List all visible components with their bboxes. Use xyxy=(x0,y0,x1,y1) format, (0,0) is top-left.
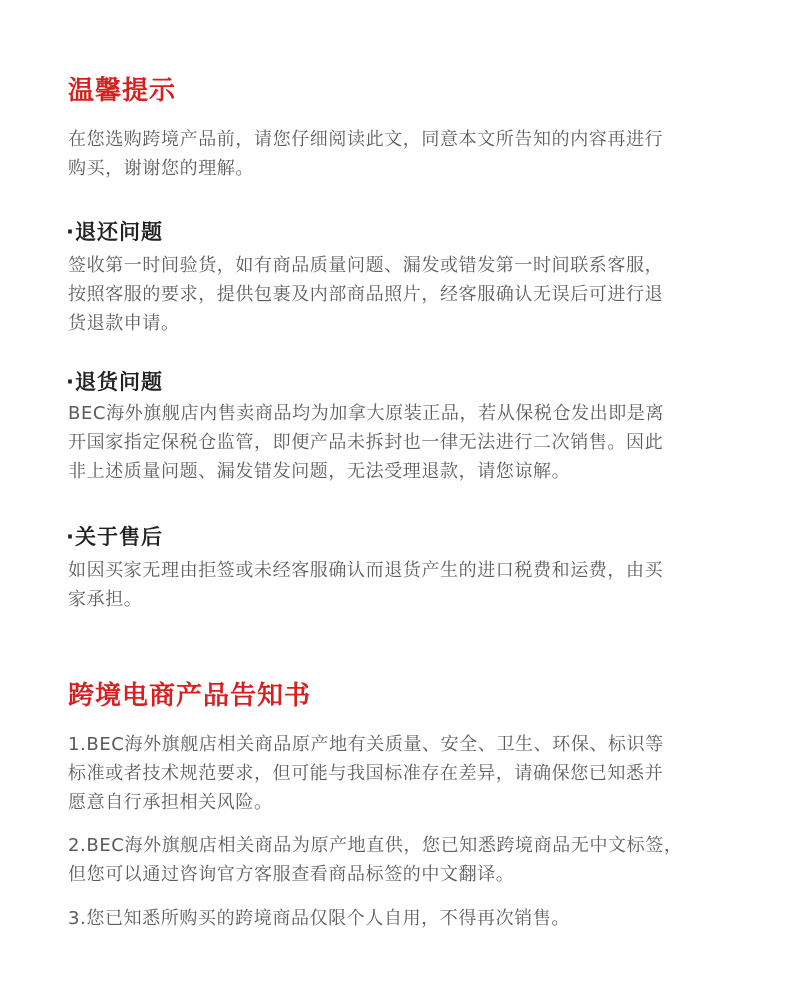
disclosure-line: 但您可以通过咨询官方客服查看商品标签的中文翻译。 xyxy=(68,864,515,885)
return-policy-line: 按照客服的要求，提供包裹及内部商品照片，经客服确认无误后可进行退 xyxy=(68,284,664,305)
disclosure-item-3 xyxy=(68,904,728,933)
after-sales-text xyxy=(68,556,728,614)
notice-intro xyxy=(68,125,728,183)
notice-intro-line: 购买，谢谢您的理解。 xyxy=(68,158,254,179)
disclosure-line: 愿意自行承担相关风险。 xyxy=(68,792,273,813)
disclosure-line: 1.BEC海外旗舰店相关商品原产地有关质量、安全、卫生、环保、标识等 xyxy=(68,734,664,755)
disclosure-title: 跨境电商产品告知书 xyxy=(68,681,312,711)
goods-return-heading: ·退货问题 xyxy=(66,370,163,394)
return-policy-text xyxy=(68,251,728,338)
disclosure-line: 2.BEC海外旗舰店相关商品为原产地直供，您已知悉跨境商品无中文标签， xyxy=(68,835,683,856)
disclosure-item-2 xyxy=(68,831,728,889)
disclosure-item-1 xyxy=(68,730,728,817)
after-sales-heading: ·关于售后 xyxy=(66,525,163,549)
notice-title: 温馨提示 xyxy=(68,76,177,106)
disclosure-line: 3.您已知悉所购买的跨境商品仅限个人自用，不得再次销售。 xyxy=(68,908,570,929)
goods-return-line: BEC海外旗舰店内售卖商品均为加拿大原装正品，若从保税仓发出即是离 xyxy=(68,403,665,424)
goods-return-text xyxy=(68,399,728,486)
notice-intro-line: 在您选购跨境产品前，请您仔细阅读此文，同意本文所告知的内容再进行 xyxy=(68,129,664,150)
return-policy-line: 签收第一时间验货，如有商品质量问题、漏发或错发第一时间联系客服， xyxy=(68,255,664,276)
after-sales-line: 如因买家无理由拒签或未经客服确认而退货产生的进口税费和运费，由买 xyxy=(68,560,664,581)
after-sales-line: 家承担。 xyxy=(68,589,143,610)
goods-return-line: 开国家指定保税仓监管，即便产品未拆封也一律无法进行二次销售。因此 xyxy=(68,432,664,453)
return-policy-heading: ·退还问题 xyxy=(66,220,163,244)
goods-return-line: 非上述质量问题、漏发错发问题，无法受理退款，请您谅解。 xyxy=(68,461,571,482)
return-policy-line: 货退款申请。 xyxy=(68,313,180,334)
disclosure-line: 标准或者技术规范要求，但可能与我国标准存在差异，请确保您已知悉并 xyxy=(68,763,664,784)
